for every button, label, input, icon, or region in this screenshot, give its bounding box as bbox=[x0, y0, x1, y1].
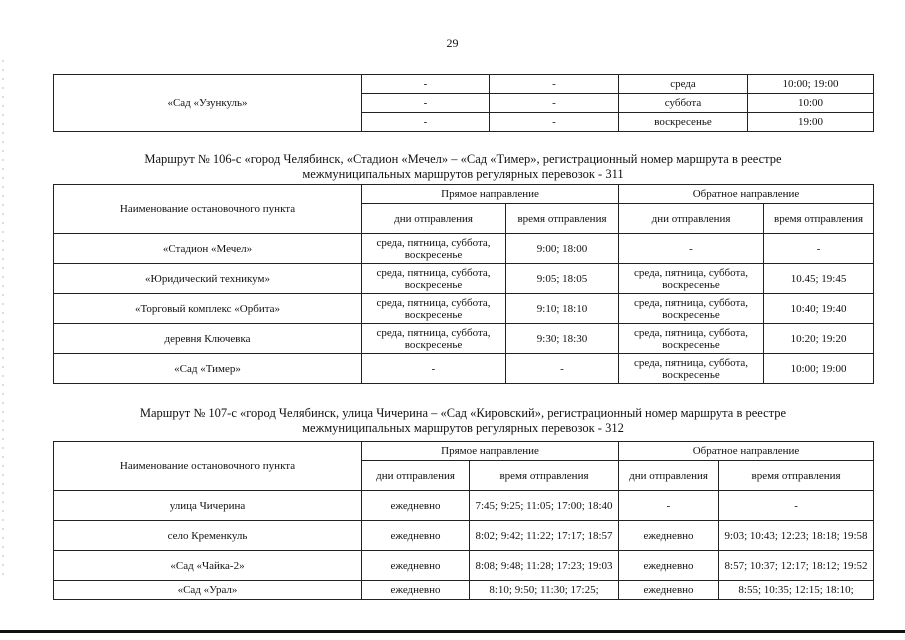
fwd-days-cell: ежедневно bbox=[362, 581, 470, 600]
route-106-title bbox=[53, 152, 873, 182]
back-time-cell: - bbox=[764, 234, 874, 264]
stop-name-cell: село Кременкуль bbox=[54, 521, 362, 551]
back-days-cell: - bbox=[619, 234, 764, 264]
stop-name-cell: «Сад «Урал» bbox=[54, 581, 362, 600]
back-days-cell: ежедневно bbox=[619, 521, 719, 551]
back-time-header: время отправления bbox=[719, 461, 874, 491]
stop-name-cell: «Юридический техникум» bbox=[54, 264, 362, 294]
backward-direction-header: Обратное направление bbox=[619, 442, 874, 461]
back-days-cell: ежедневно bbox=[619, 551, 719, 581]
stop-name-cell: «Сад «Узункуль» bbox=[54, 75, 362, 132]
back-days-header: дни отправления bbox=[619, 204, 764, 234]
stop-name-cell: «Сад «Тимер» bbox=[54, 354, 362, 384]
stop-name-cell: «Торговый комплекс «Орбита» bbox=[54, 294, 362, 324]
fwd-days-cell: - bbox=[362, 94, 490, 113]
back-time-cell: - bbox=[719, 491, 874, 521]
back-time-cell: 10:00; 19:00 bbox=[748, 75, 874, 94]
back-days-cell: суббота bbox=[619, 94, 748, 113]
fwd-time-cell: - bbox=[490, 113, 619, 132]
fwd-time-cell: 8:02; 9:42; 11:22; 17:17; 18:57 bbox=[470, 521, 619, 551]
forward-direction-header: Прямое направление bbox=[362, 442, 619, 461]
table-header-row bbox=[54, 442, 874, 461]
route-106-title-line1: Маршрут № 106-с «город Челябинск, «Стадион «Мечел» – «Сад «Тимер», регистрационный номер маршрута в реестре bbox=[144, 152, 782, 166]
fwd-time-header: время отправления bbox=[470, 461, 619, 491]
table-row bbox=[54, 581, 874, 600]
back-days-cell: ежедневно bbox=[619, 581, 719, 600]
fwd-time-cell: - bbox=[490, 75, 619, 94]
table-row bbox=[54, 354, 874, 384]
back-time-cell: 10:20; 19:20 bbox=[764, 324, 874, 354]
route-107-table bbox=[53, 441, 874, 600]
fwd-time-cell: 9:00; 18:00 bbox=[506, 234, 619, 264]
stop-name-cell: улица Чичерина bbox=[54, 491, 362, 521]
table-row bbox=[54, 551, 874, 581]
back-time-cell: 10:40; 19:40 bbox=[764, 294, 874, 324]
fwd-time-cell: - bbox=[506, 354, 619, 384]
fwd-days-header: дни отправления bbox=[362, 461, 470, 491]
table-row bbox=[54, 521, 874, 551]
fwd-days-cell: - bbox=[362, 75, 490, 94]
fwd-time-cell: 8:10; 9:50; 11:30; 17:25; bbox=[470, 581, 619, 600]
back-days-cell: среда, пятница, суббота, воскресенье bbox=[619, 324, 764, 354]
fwd-days-cell: ежедневно bbox=[362, 551, 470, 581]
continuation-table bbox=[53, 74, 874, 132]
stop-name-cell: «Сад «Чайка-2» bbox=[54, 551, 362, 581]
fwd-time-cell: 9:10; 18:10 bbox=[506, 294, 619, 324]
route-106-table bbox=[53, 184, 874, 384]
back-time-cell: 9:03; 10:43; 12:23; 18:18; 19:58 bbox=[719, 521, 874, 551]
fwd-days-cell: - bbox=[362, 113, 490, 132]
fwd-time-cell: 9:05; 18:05 bbox=[506, 264, 619, 294]
table-row bbox=[54, 294, 874, 324]
back-days-cell: среда, пятница, суббота, воскресенье bbox=[619, 294, 764, 324]
scan-margin-artifact bbox=[2, 60, 4, 580]
back-days-header: дни отправления bbox=[619, 461, 719, 491]
route-107-title-line1: Маршрут № 107-с «город Челябинск, улица Чичерина – «Сад «Кировский», регистрационный номер маршрута в реестре bbox=[139, 406, 787, 420]
backward-direction-header: Обратное направление bbox=[619, 185, 874, 204]
route-107-title bbox=[53, 406, 873, 436]
forward-direction-header: Прямое направление bbox=[362, 185, 619, 204]
fwd-days-header: дни отправления bbox=[362, 204, 506, 234]
page-number: 29 bbox=[446, 36, 459, 50]
fwd-days-cell: ежедневно bbox=[362, 491, 470, 521]
fwd-days-cell: среда, пятница, суббота, воскресенье bbox=[362, 264, 506, 294]
back-days-cell: среда, пятница, суббота, воскресенье bbox=[619, 264, 764, 294]
table-row bbox=[54, 264, 874, 294]
table-header-row bbox=[54, 185, 874, 204]
table-row bbox=[54, 324, 874, 354]
back-time-cell: 19:00 bbox=[748, 113, 874, 132]
back-time-cell: 8:57; 10:37; 12:17; 18:12; 19:52 bbox=[719, 551, 874, 581]
stop-name-cell: деревня Ключевка bbox=[54, 324, 362, 354]
page-bottom-edge bbox=[0, 630, 905, 633]
table-row bbox=[54, 75, 874, 94]
stop-column-header: Наименование остановочного пункта bbox=[54, 442, 362, 491]
back-time-cell: 10:00; 19:00 bbox=[764, 354, 874, 384]
fwd-time-cell: 8:08; 9:48; 11:28; 17:23; 19:03 bbox=[470, 551, 619, 581]
fwd-days-cell: ежедневно bbox=[362, 521, 470, 551]
back-time-cell: 8:55; 10:35; 12:15; 18:10; bbox=[719, 581, 874, 600]
back-time-header: время отправления bbox=[764, 204, 874, 234]
fwd-days-cell: среда, пятница, суббота, воскресенье bbox=[362, 234, 506, 264]
table-row bbox=[54, 234, 874, 264]
fwd-days-cell: среда, пятница, суббота, воскресенье bbox=[362, 294, 506, 324]
back-days-cell: - bbox=[619, 491, 719, 521]
stop-name-cell: «Стадион «Мечел» bbox=[54, 234, 362, 264]
back-days-cell: среда, пятница, суббота, воскресенье bbox=[619, 354, 764, 384]
fwd-time-header: время отправления bbox=[506, 204, 619, 234]
stop-column-header: Наименование остановочного пункта bbox=[54, 185, 362, 234]
route-106-title-line2: межмуниципальных маршрутов регулярных перевозок - 311 bbox=[302, 167, 624, 181]
back-days-cell: среда bbox=[619, 75, 748, 94]
fwd-days-cell: - bbox=[362, 354, 506, 384]
fwd-days-cell: среда, пятница, суббота, воскресенье bbox=[362, 324, 506, 354]
back-days-cell: воскресенье bbox=[619, 113, 748, 132]
back-time-cell: 10.45; 19:45 bbox=[764, 264, 874, 294]
back-time-cell: 10:00 bbox=[748, 94, 874, 113]
table-row bbox=[54, 491, 874, 521]
route-107-title-line2: межмуниципальных маршрутов регулярных перевозок - 312 bbox=[302, 421, 624, 435]
fwd-time-cell: 9:30; 18:30 bbox=[506, 324, 619, 354]
fwd-time-cell: 7:45; 9:25; 11:05; 17:00; 18:40 bbox=[470, 491, 619, 521]
fwd-time-cell: - bbox=[490, 94, 619, 113]
